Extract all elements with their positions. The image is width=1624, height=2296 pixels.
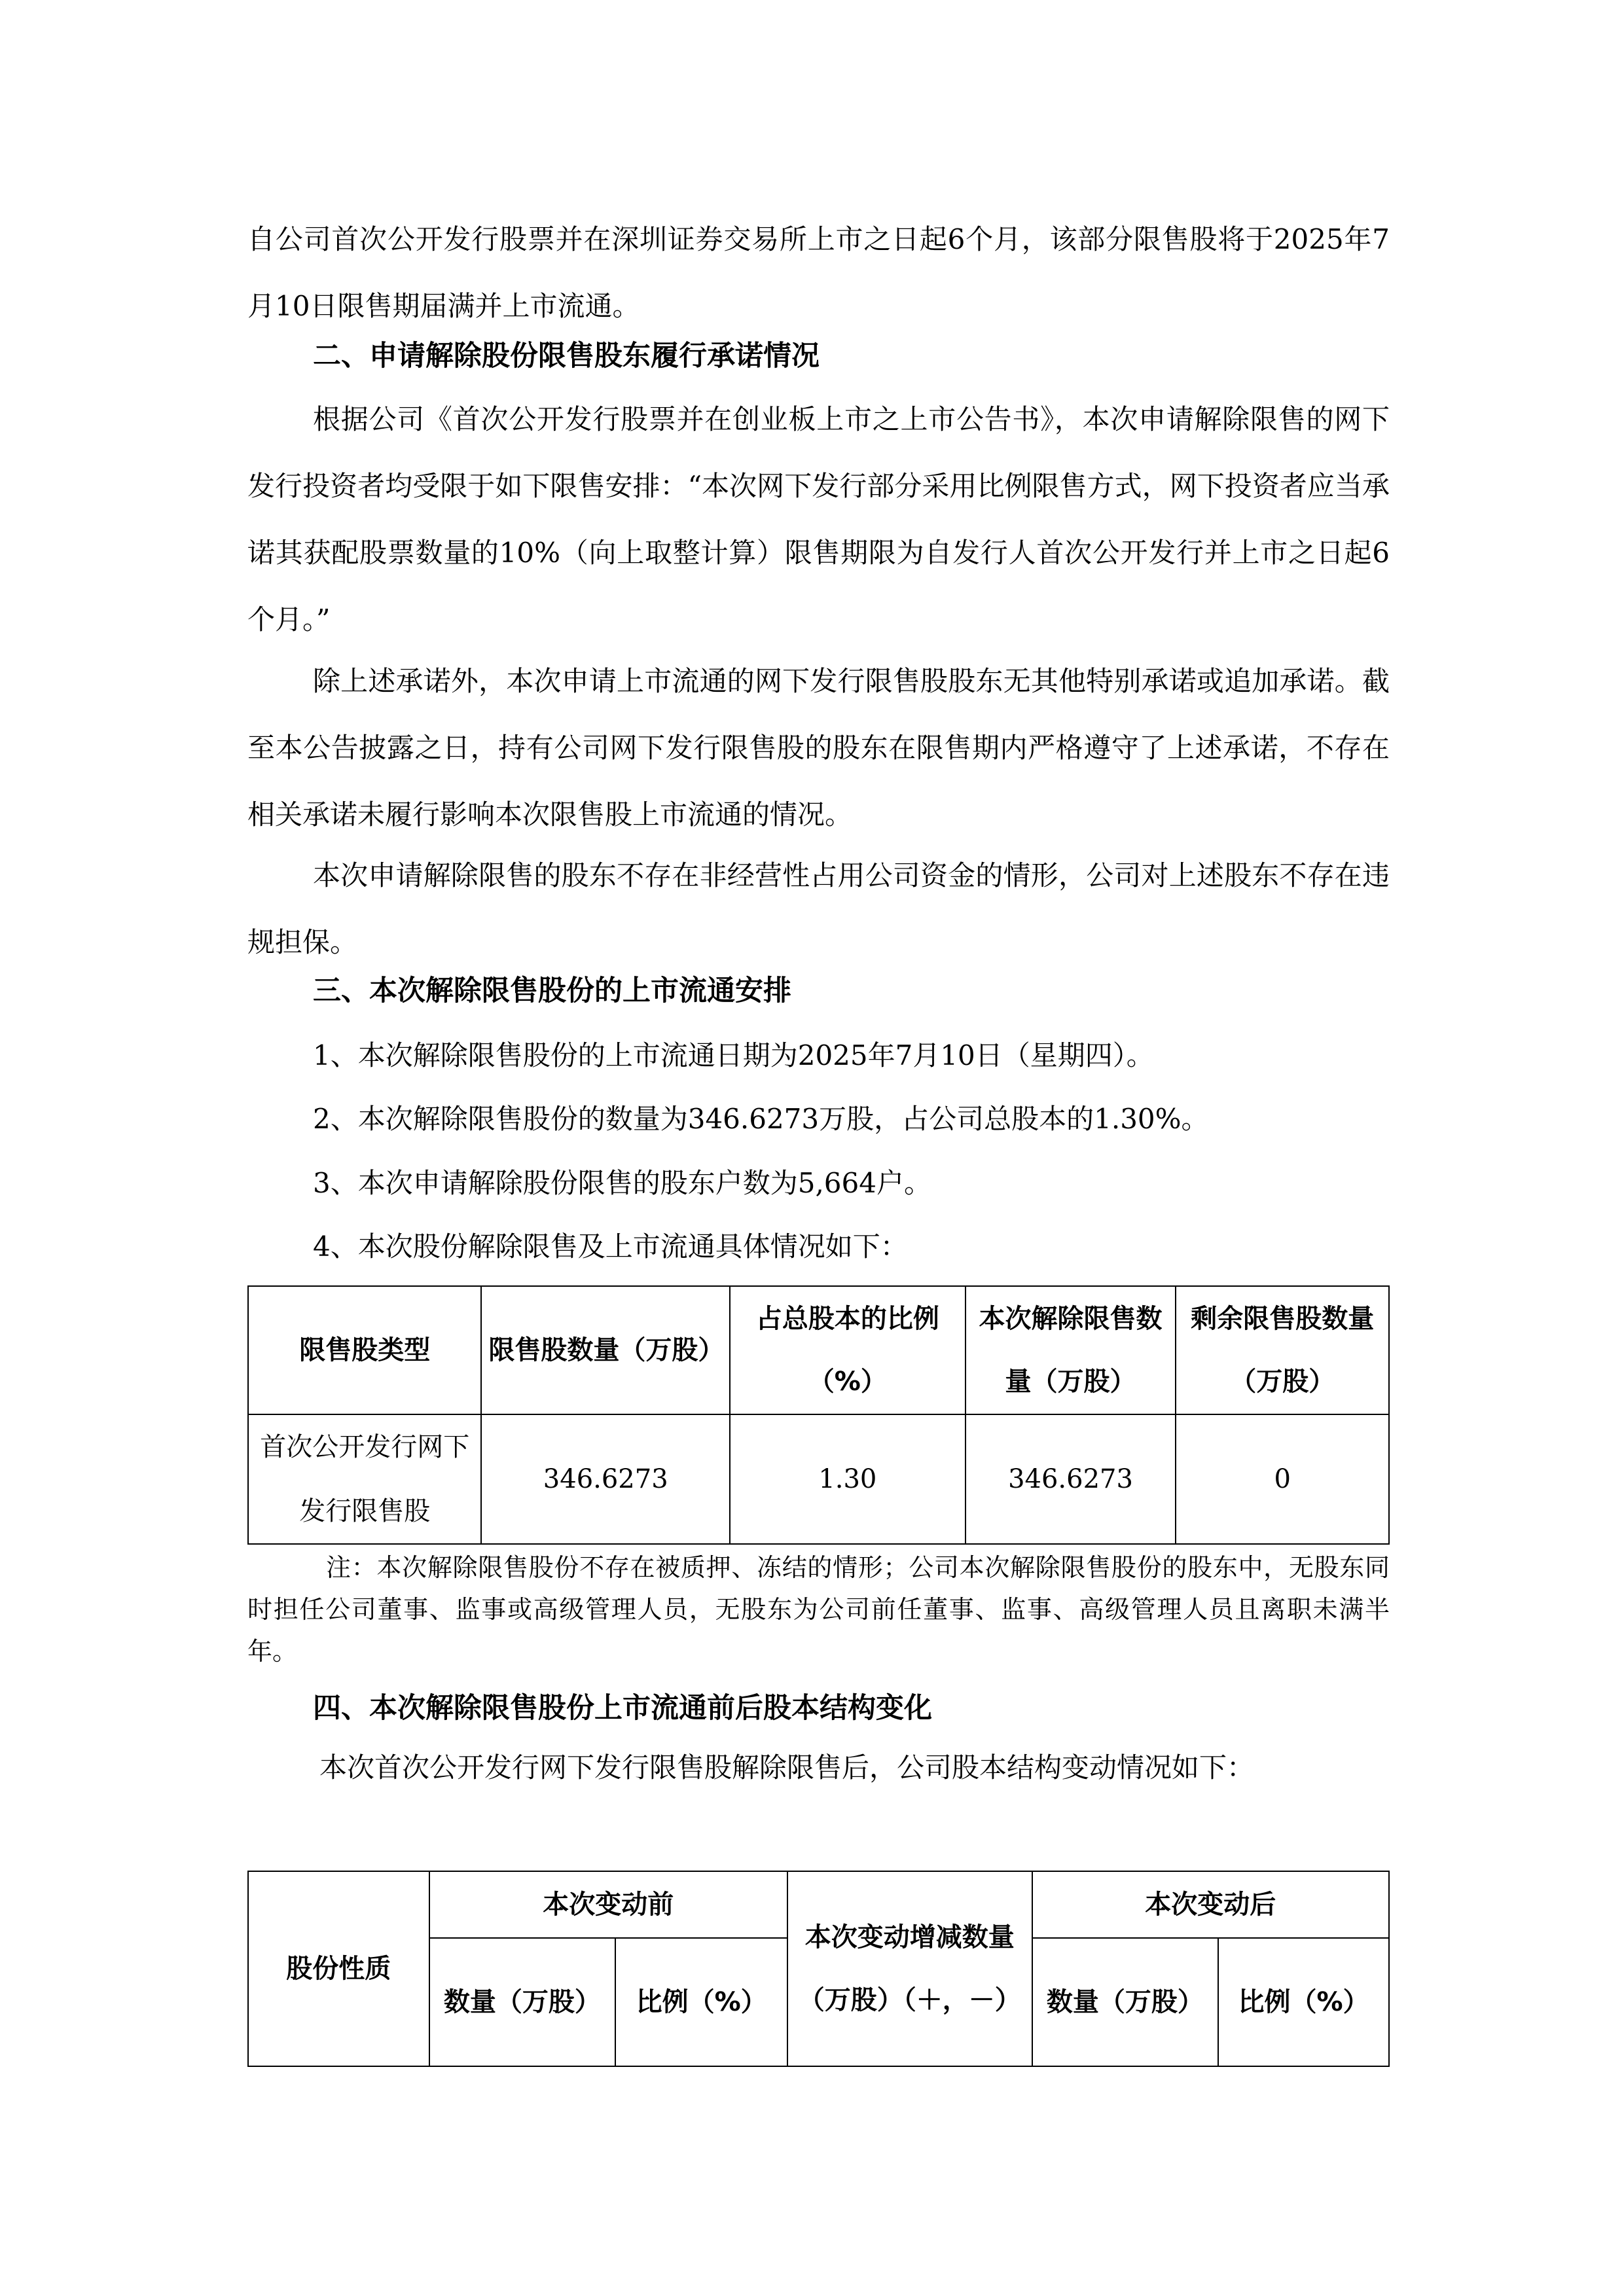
header-cell: 限售股数量（万股） bbox=[481, 1286, 730, 1414]
header-cell: 比例（%） bbox=[1218, 1938, 1389, 2066]
header-cell: 数量（万股） bbox=[1032, 1938, 1219, 2066]
table-header-row bbox=[248, 1871, 1389, 1938]
table-cell: 首次公开发行网下发行限售股 bbox=[248, 1414, 481, 1544]
paragraph-no-other-commitment: 除上述承诺外，本次申请上市流通的网下发行限售股股东无其他特别承诺或追加承诺。截至本公告披露之日，持有公司网下发行限售股的股东在限售期内严格遵守了上述承诺，不存在相关承诺未履行影响本次限售股上市流通的情况。 bbox=[247, 665, 1390, 831]
list-item-2: 2、本次解除限售股份的数量为346.6273万股，占公司总股本的1.30%。 bbox=[313, 1103, 1209, 1135]
header-cell: 比例（%） bbox=[615, 1938, 787, 2066]
header-cell: 占总股本的比例（%） bbox=[730, 1286, 965, 1414]
table-row bbox=[248, 1414, 1389, 1544]
header-cell: 本次变动前 bbox=[429, 1871, 787, 1938]
paragraph-no-fund-occupation: 本次申请解除限售的股东不存在非经营性占用公司资金的情形，公司对上述股东不存在违规担保。 bbox=[247, 859, 1390, 958]
table-cell: 0 bbox=[1176, 1414, 1389, 1544]
header-cell: 本次变动增减数量（万股）（＋，－） bbox=[787, 1871, 1032, 2066]
table-header-row bbox=[248, 1286, 1389, 1414]
header-cell: 数量（万股） bbox=[429, 1938, 616, 2066]
list-item-1: 1、本次解除限售股份的上市流通日期为2025年7月10日（星期四）。 bbox=[313, 1039, 1154, 1071]
paragraph-lockup-period: 自公司首次公开发行股票并在深圳证券交易所上市之日起6个月，该部分限售股将于2025年7月10日限售期届满并上市流通。 bbox=[247, 223, 1390, 322]
header-cell: 剩余限售股数量（万股） bbox=[1176, 1286, 1389, 1414]
header-cell: 限售股类型 bbox=[248, 1286, 481, 1414]
table-note: 注：本次解除限售股份不存在被质押、冻结的情形；公司本次解除限售股份的股东中，无股东同时担任公司董事、监事或高级管理人员，无股东为公司前任董事、监事、高级管理人员且离职未满半年。 bbox=[247, 1553, 1390, 1666]
header-cell: 股份性质 bbox=[248, 1871, 429, 2066]
table-cell: 1.30 bbox=[730, 1414, 965, 1544]
paragraph-commitment: 根据公司《首次公开发行股票并在创业板上市之上市公告书》，本次申请解除限售的网下发行投资者均受限于如下限售安排：“本次网下发行部分采用比例限售方式，网下投资者应当承诺其获配股票数量的10%（向上取整计算）限售期限为自发行人首次公开发行并上市之日起6个月。” bbox=[247, 403, 1390, 636]
section-heading-2: 二、申请解除股份限售股东履行承诺情况 bbox=[313, 340, 820, 372]
paragraph-structure-change: 本次首次公开发行网下发行限售股解除限售后，公司股本结构变动情况如下： bbox=[319, 1751, 1255, 1784]
unlock-details-table bbox=[247, 1285, 1390, 1545]
list-item-4: 4、本次股份解除限售及上市流通具体情况如下： bbox=[313, 1230, 908, 1263]
section-heading-3: 三、本次解除限售股份的上市流通安排 bbox=[313, 975, 791, 1007]
list-item-3: 3、本次申请解除股份限售的股东户数为5,664户。 bbox=[313, 1167, 931, 1199]
header-cell: 本次解除限售数量（万股） bbox=[965, 1286, 1176, 1414]
table-cell: 346.6273 bbox=[965, 1414, 1176, 1544]
table-cell: 346.6273 bbox=[481, 1414, 730, 1544]
header-cell: 本次变动后 bbox=[1032, 1871, 1389, 1938]
section-heading-4: 四、本次解除限售股份上市流通前后股本结构变化 bbox=[313, 1692, 932, 1725]
share-structure-table bbox=[247, 1871, 1390, 2067]
